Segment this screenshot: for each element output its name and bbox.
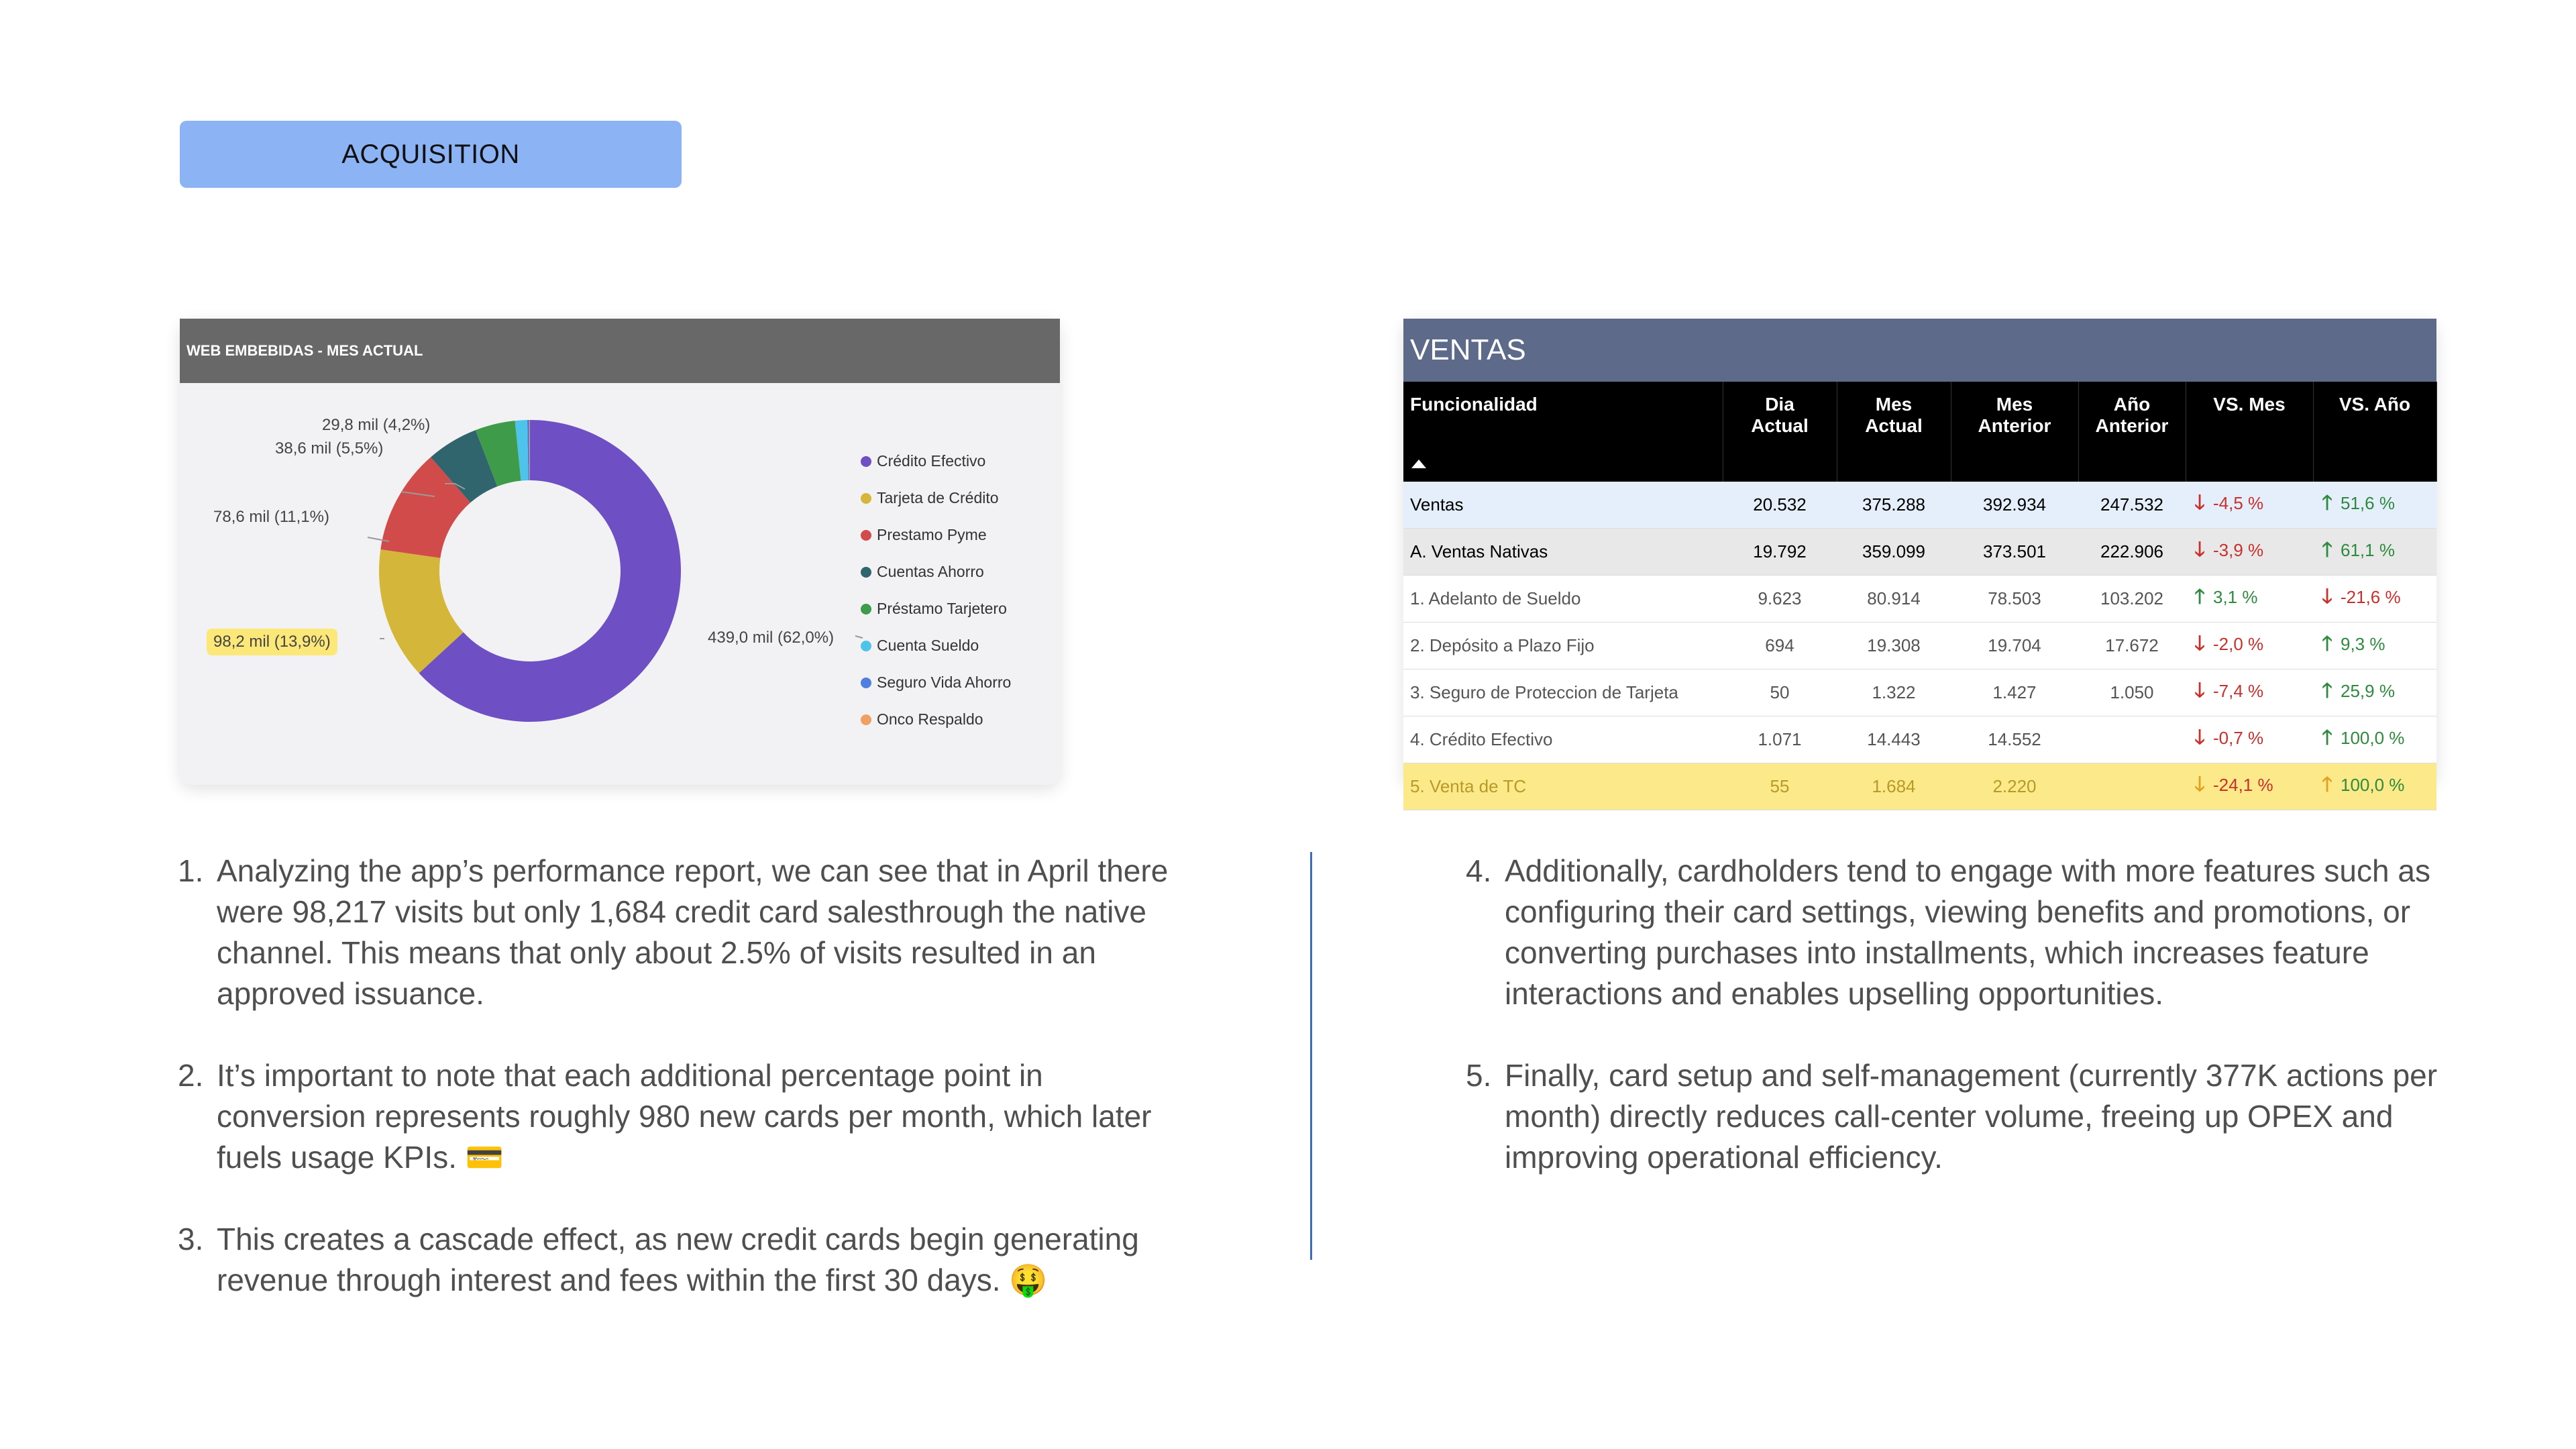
cell-anio-anterior: 103.202: [2078, 576, 2186, 623]
table-row[interactable]: [1403, 576, 2436, 623]
cell-mes-anterior: 2.220: [1951, 763, 2078, 810]
cell-vs-mes: 🡓 -0,7 %: [2186, 716, 2313, 763]
legend-dot-icon: [861, 530, 871, 541]
chart-legend: [861, 443, 1011, 738]
slice-label-prestamo-tarjetero: 29,8 mil (4,2%): [322, 416, 431, 434]
slice-label-credito-efectivo: 439,0 mil (62,0%): [708, 629, 835, 647]
arrow-up-icon: 🡑: [2322, 633, 2332, 655]
column-header-funcionalidad[interactable]: Funcionalidad: [1403, 382, 1723, 482]
list-item: [1466, 851, 2459, 1014]
cell-anio-anterior: [2078, 763, 2186, 810]
cell-vs-anio: 🡓 -21,6 %: [2313, 576, 2436, 623]
arrow-down-icon: 🡓: [2194, 773, 2205, 796]
cell-anio-anterior: 1.050: [2078, 669, 2186, 716]
cell-vs-anio: 🡑 100,0 %: [2313, 763, 2436, 810]
list-number: 5.: [1466, 1058, 1492, 1093]
row-name: 3. Seguro de Proteccion de Tarjeta: [1403, 669, 1723, 716]
table-header-row: [1403, 382, 2436, 482]
legend-dot-icon: [861, 641, 871, 651]
legend-label: Seguro Vida Ahorro: [877, 674, 1012, 691]
legend-label: Prestamo Pyme: [877, 526, 987, 543]
legend-item: [861, 664, 1011, 701]
list-text: Analyzing the app’s performance report, we can see that in April there were 98,217 visits but only 1,684 credit card salesthrough the native channel. This means that only about 2.5% of visits resulted in an approved issuance.: [217, 853, 1169, 1011]
column-header-anio-anterior[interactable]: Año Anterior: [2078, 382, 2186, 482]
column-header-vs-mes[interactable]: VS. Mes: [2186, 382, 2313, 482]
donut-chart-title: WEB EMBEBIDAS - MES ACTUAL: [180, 319, 1060, 383]
cell-vs-mes: 🡓 -24,1 %: [2186, 763, 2313, 810]
slice-label-cuentas-ahorro: 38,6 mil (5,5%): [275, 439, 384, 458]
arrow-up-icon: 🡑: [2322, 680, 2332, 702]
cell-vs-anio: 🡑 9,3 %: [2313, 623, 2436, 669]
legend-label: Cuentas Ahorro: [877, 563, 984, 580]
arrow-up-icon: 🡑: [2322, 727, 2332, 749]
arrow-down-icon: 🡓: [2194, 727, 2205, 749]
legend-item: [861, 443, 1011, 480]
cell-dia-actual: 50: [1723, 669, 1837, 716]
cell-vs-mes: 🡓 -4,5 %: [2186, 482, 2313, 529]
cell-mes-actual: 1.322: [1837, 669, 1951, 716]
legend-item: [861, 701, 1011, 738]
legend-label: Crédito Efectivo: [877, 452, 986, 470]
cell-vs-anio: 🡑 25,9 %: [2313, 669, 2436, 716]
arrow-down-icon: 🡓: [2322, 586, 2332, 608]
legend-item: [861, 627, 1011, 664]
row-name: 2. Depósito a Plazo Fijo: [1403, 623, 1723, 669]
ventas-table-card: [1403, 319, 2436, 796]
cell-vs-mes: 🡓 -7,4 %: [2186, 669, 2313, 716]
arrow-down-icon: 🡓: [2194, 539, 2205, 561]
column-header-dia-actual[interactable]: Dia Actual: [1723, 382, 1837, 482]
insights-right-column: [1466, 851, 2459, 1219]
column-header-mes-anterior[interactable]: Mes Anterior: [1951, 382, 2078, 482]
cell-vs-anio: 🡑 61,1 %: [2313, 529, 2436, 576]
cell-vs-mes: 🡓 -3,9 %: [2186, 529, 2313, 576]
list-number: 3.: [178, 1222, 204, 1256]
legend-dot-icon: [861, 714, 871, 725]
list-text: This creates a cascade effect, as new credit cards begin generating revenue through interest and fees within the first 30 days. 🤑: [217, 1222, 1139, 1297]
cell-mes-anterior: 14.552: [1951, 716, 2078, 763]
legend-dot-icon: [861, 456, 871, 467]
cell-mes-anterior: 392.934: [1951, 482, 2078, 529]
cell-vs-anio: 🡑 100,0 %: [2313, 716, 2436, 763]
table-row[interactable]: [1403, 716, 2436, 763]
arrow-up-icon: 🡑: [2322, 773, 2332, 796]
legend-item: [861, 590, 1011, 627]
cell-mes-actual: 1.684: [1837, 763, 1951, 810]
legend-dot-icon: [861, 604, 871, 614]
legend-dot-icon: [861, 493, 871, 504]
acquisition-badge: ACQUISITION: [180, 121, 682, 188]
cell-dia-actual: 9.623: [1723, 576, 1837, 623]
legend-label: Cuenta Sueldo: [877, 637, 979, 654]
legend-label: Onco Respaldo: [877, 710, 983, 728]
cell-anio-anterior: 247.532: [2078, 482, 2186, 529]
cell-dia-actual: 694: [1723, 623, 1837, 669]
table-row[interactable]: [1403, 669, 2436, 716]
column-divider: [1310, 852, 1312, 1260]
legend-dot-icon: [861, 567, 871, 578]
cell-mes-anterior: 78.503: [1951, 576, 2078, 623]
row-name: 5. Venta de TC: [1403, 763, 1723, 810]
list-text: Additionally, cardholders tend to engage with more features such as configuring their card settings, viewing benefits and promotions, or converting purchases into installments, which increases feature interactions and enables upselling opportunities.: [1505, 853, 2430, 1011]
legend-item: [861, 517, 1011, 553]
table-row[interactable]: [1403, 482, 2436, 529]
list-item: [1466, 1055, 2459, 1178]
cell-vs-mes: 🡑 3,1 %: [2186, 576, 2313, 623]
arrow-up-icon: 🡑: [2322, 492, 2332, 514]
slice-label-prestamo-pyme: 78,6 mil (11,1%): [213, 508, 329, 526]
arrow-down-icon: 🡓: [2194, 633, 2205, 655]
list-text: It’s important to note that each additional percentage point in conversion represents roughly 980 new cards per month, which later fuels usage KPIs. 💳: [217, 1058, 1152, 1175]
list-number: 1.: [178, 853, 204, 888]
column-header-mes-actual[interactable]: Mes Actual: [1837, 382, 1951, 482]
table-row[interactable]: [1403, 623, 2436, 669]
list-text: Finally, card setup and self-management (currently 377K actions per month) directly reduces call-center volume, freeing up OPEX and improving operational efficiency.: [1505, 1058, 2438, 1175]
column-header-vs-anio[interactable]: VS. Año: [2313, 382, 2436, 482]
cell-mes-actual: 359.099: [1837, 529, 1951, 576]
arrow-up-icon: 🡑: [2194, 586, 2205, 608]
cell-dia-actual: 55: [1723, 763, 1837, 810]
ventas-table: [1403, 382, 2437, 810]
arrow-up-icon: 🡑: [2322, 539, 2332, 561]
arrow-down-icon: 🡓: [2194, 680, 2205, 702]
cell-dia-actual: 20.532: [1723, 482, 1837, 529]
row-name: A. Ventas Nativas: [1403, 529, 1723, 576]
cell-mes-actual: 19.308: [1837, 623, 1951, 669]
cell-mes-actual: 80.914: [1837, 576, 1951, 623]
cell-dia-actual: 1.071: [1723, 716, 1837, 763]
cell-anio-anterior: [2078, 716, 2186, 763]
cell-mes-anterior: 373.501: [1951, 529, 2078, 576]
sort-ascending-icon[interactable]: [1411, 460, 1426, 468]
legend-item: [861, 480, 1011, 517]
list-item: [178, 1219, 1171, 1301]
cell-mes-actual: 14.443: [1837, 716, 1951, 763]
legend-item: [861, 553, 1011, 590]
legend-dot-icon: [861, 678, 871, 688]
cell-mes-actual: 375.288: [1837, 482, 1951, 529]
ventas-title: VENTAS: [1403, 319, 2436, 382]
cell-anio-anterior: 222.906: [2078, 529, 2186, 576]
legend-label: Préstamo Tarjetero: [877, 600, 1007, 617]
row-name: 1. Adelanto de Sueldo: [1403, 576, 1723, 623]
cell-dia-actual: 19.792: [1723, 529, 1837, 576]
row-name: Ventas: [1403, 482, 1723, 529]
insights-left-column: [178, 851, 1171, 1342]
cell-anio-anterior: 17.672: [2078, 623, 2186, 669]
list-item: [178, 851, 1171, 1014]
donut-chart-card: [180, 319, 1060, 785]
list-number: 2.: [178, 1058, 204, 1093]
row-name: 4. Crédito Efectivo: [1403, 716, 1723, 763]
list-number: 4.: [1466, 853, 1492, 888]
list-item: [178, 1055, 1171, 1178]
cell-mes-anterior: 1.427: [1951, 669, 2078, 716]
slice-label-tarjeta-credito: 98,2 mil (13,9%): [207, 629, 337, 655]
cell-mes-anterior: 19.704: [1951, 623, 2078, 669]
cell-vs-mes: 🡓 -2,0 %: [2186, 623, 2313, 669]
arrow-down-icon: 🡓: [2194, 492, 2205, 514]
cell-vs-anio: 🡑 51,6 %: [2313, 482, 2436, 529]
table-row[interactable]: [1403, 529, 2436, 576]
legend-label: Tarjeta de Crédito: [877, 489, 999, 506]
table-row-highlighted[interactable]: [1403, 763, 2436, 810]
